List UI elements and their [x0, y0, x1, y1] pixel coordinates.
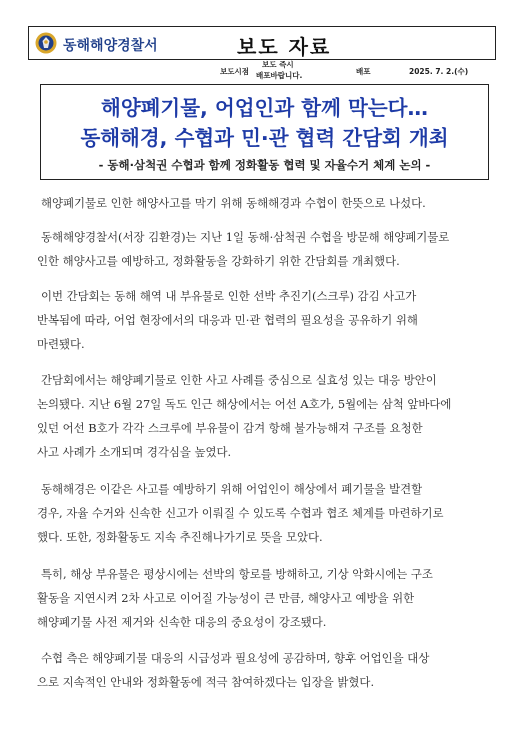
body-line: 특히, 해상 부유물은 평상시에는 선박의 항로를 방해하고, 기상 악화시에는 구조 — [41, 567, 433, 581]
release-date: 2025. 7. 2.(수) — [409, 67, 469, 76]
body-line: 동해해경은 이같은 사고를 예방하기 위해 어업인이 해상에서 폐기물을 발견할 — [41, 482, 423, 496]
body-paragraph — [37, 368, 499, 464]
body-line: 활동을 지연시켜 2차 사고로 이어질 가능성이 큰 만큼, 해양사고 예방을 위한 — [37, 591, 415, 605]
body-line: 동해해양경찰서(서장 김환경)는 지난 1일 동해·삼척권 수협을 방문해 해양폐기물로 — [41, 230, 450, 244]
body-paragraph — [37, 477, 499, 549]
org-name: 동해해양경찰서 — [63, 38, 158, 54]
release-value-1: 보도 즉시 — [262, 60, 294, 69]
body-line: 경우, 자율 수거와 신속한 신고가 이뤄질 수 있도록 수협과 협조 체계를 마련하기로 — [37, 506, 444, 520]
header-box — [28, 26, 496, 60]
body-line: 간담회에서는 해양폐기물로 인한 사고 사례를 중심으로 실효성 있는 대응 방안이 — [41, 373, 437, 387]
police-emblem-icon — [35, 32, 57, 54]
body-paragraph — [37, 284, 499, 356]
body-line: 으로 지속적인 안내와 정화활동에 적극 참여하겠다는 입장을 밝혔다. — [37, 675, 375, 689]
body-line: 마련됐다. — [37, 337, 85, 351]
body-line: 있던 어선 B호가 각각 스크루에 부유물이 감겨 항해 불가능해져 구조를 요청한 — [37, 421, 423, 435]
body-line: 해양폐기물 사전 제거와 신속한 대응의 중요성이 강조됐다. — [37, 615, 327, 629]
release-label: 보도시점 — [220, 67, 249, 76]
body-line: 논의됐다. 지난 6월 27일 독도 인근 해상에서는 어선 A호가, 5월에는 삼척 앞바다에 — [37, 397, 452, 411]
subtitle: - 동해·삼척권 수협과 함께 정화활동 협력 및 자율수거 체계 논의 - — [98, 158, 431, 172]
body-line: 수협 측은 해양폐기물 대응의 시급성과 필요성에 공감하며, 향후 어업인을 대상 — [41, 651, 430, 665]
release-value-2: 배포바랍니다. — [256, 71, 303, 80]
headline-line-2: 동해해경, 수협과 민·관 협력 간담회 개최 — [80, 126, 449, 150]
body-paragraph — [37, 562, 499, 634]
body-line: 이번 간담회는 동해 해역 내 부유물로 인한 선박 추진기(스크루) 감김 사고가 — [41, 289, 417, 303]
body-paragraph — [37, 225, 499, 273]
body-paragraph — [37, 191, 499, 215]
body-line: 해양폐기물로 인한 해양사고를 막기 위해 동해해경과 수협이 한뜻으로 나섰다. — [41, 196, 426, 210]
body-line: 인한 해양사고를 예방하고, 정화활동을 강화하기 위한 간담회를 개최했다. — [37, 254, 400, 268]
body-paragraph — [37, 646, 499, 694]
doc-type-title: 보도 자료 — [237, 35, 332, 59]
headline-line-1: 해양폐기물, 어업인과 함께 막는다… — [101, 96, 428, 120]
body-line: 사고 사례가 소개되며 경각심을 높였다. — [37, 445, 232, 459]
body-line: 반복됨에 따라, 어업 현장에서의 대응과 민·관 협력의 필요성을 공유하기 위해 — [37, 313, 418, 327]
title-box — [40, 84, 489, 180]
body-line: 했다. 또한, 정화활동도 지속 추진해나가기로 뜻을 모았다. — [37, 530, 323, 544]
distribute-label: 배포 — [356, 67, 371, 76]
